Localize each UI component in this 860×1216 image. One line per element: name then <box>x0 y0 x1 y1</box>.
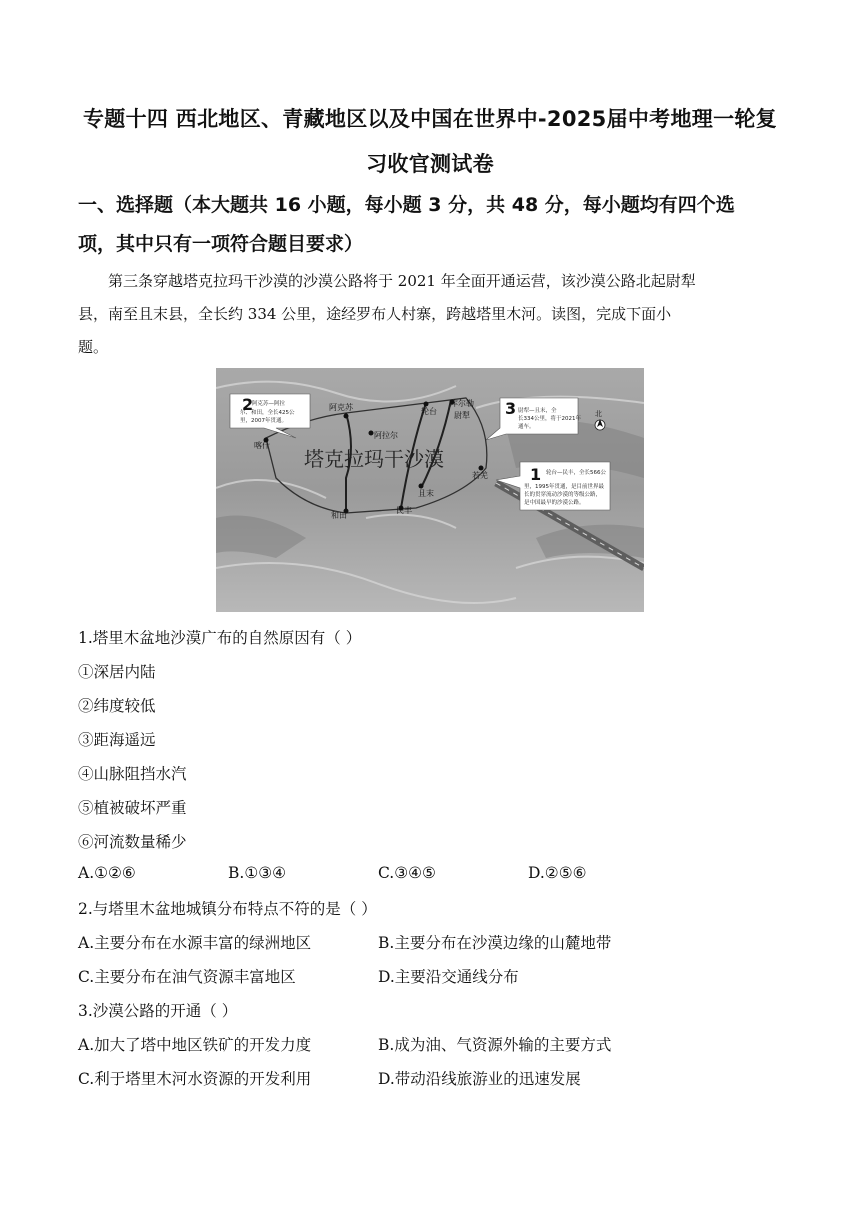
callout-1-text-2: 里，1995年贯通，是目前世界最 <box>524 484 604 490</box>
city-kashi: 喀什 <box>254 441 270 450</box>
city-korla: 库尔勒 <box>450 399 474 408</box>
callout-1-text-3: 长的贯穿流动沙漠的等级公路， <box>524 492 602 498</box>
q3-option-d[interactable]: D.带动沿线旅游业的迅速发展 <box>378 1070 581 1088</box>
callout-1-text-1: 轮台—民丰，全长566公 <box>546 470 606 476</box>
city-akesu: 阿克苏 <box>329 403 353 412</box>
callout-1-number: 1 <box>530 465 542 484</box>
callout-3-number: 3 <box>505 399 517 418</box>
city-minfeng: 民丰 <box>396 506 412 515</box>
desert-label: 塔克拉玛干沙漠 <box>304 447 444 471</box>
callout-2-text-2: 尔、和田，全长425公 <box>240 410 295 416</box>
callout-2-text-1: 阿克苏—阿拉 <box>252 401 286 407</box>
city-alaer: 阿拉尔 <box>374 431 398 440</box>
page-title-line-1: 专题十四 西北地区、青藏地区以及中国在世界中-2025届中考地理一轮复 <box>83 107 777 131</box>
q3-option-a[interactable]: A.加大了塔中地区铁矿的开发力度 <box>78 1036 312 1054</box>
q1-item-6: ⑥河流数量稀少 <box>78 833 187 851</box>
city-ruoqiang: 若羌 <box>472 471 488 480</box>
callout-3-text-2: 长334公里，将于2021年 <box>518 416 581 422</box>
q2-option-b[interactable]: B.主要分布在沙漠边缘的山麓地带 <box>378 934 612 952</box>
q1-item-4: ④山脉阻挡水汽 <box>78 765 187 783</box>
q3-option-b[interactable]: B.成为油、气资源外输的主要方式 <box>378 1036 612 1054</box>
q1-stem: 1.塔里木盆地沙漠广布的自然原因有（ ） <box>78 629 362 647</box>
intro-line-1: 第三条穿越塔克拉玛干沙漠的沙漠公路将于 2021 年全面开通运营，该沙漠公路北起尉犁 <box>108 272 696 290</box>
callout-2-text-3: 里，2007年贯通。 <box>240 418 287 424</box>
q2-option-d[interactable]: D.主要沿交通线分布 <box>378 968 519 986</box>
north-label: 北 <box>595 410 602 418</box>
page-title-line-2: 习收官测试卷 <box>366 152 494 176</box>
q1-item-1: ①深居内陆 <box>78 663 156 681</box>
callout-2-number: 2 <box>242 395 254 414</box>
callout-3-text-1: 尉犁—且末，全 <box>518 408 557 414</box>
q1-item-2: ②纬度较低 <box>78 697 156 715</box>
q1-item-3: ③距海遥远 <box>78 731 156 749</box>
desert-road-map <box>216 368 644 612</box>
intro-line-2: 县，南至且末县，全长约 334 公里，途经罗布人村寨，跨越塔里木河。读图，完成下面小 <box>78 305 672 323</box>
map-svg <box>216 368 644 612</box>
city-qiemo: 且末 <box>418 489 434 498</box>
city-yuli: 尉犁 <box>454 411 470 420</box>
city-hetian: 和田 <box>331 511 347 520</box>
section-heading-line-2: 项，其中只有一项符合题目要求） <box>78 233 364 255</box>
q1-item-5: ⑤植被破坏严重 <box>78 799 187 817</box>
q1-option-d[interactable]: D.②⑤⑥ <box>528 864 587 882</box>
q1-option-b[interactable]: B.①③④ <box>228 864 287 882</box>
q1-option-c[interactable]: C.③④⑤ <box>378 864 436 882</box>
q2-option-c[interactable]: C.主要分布在油气资源丰富地区 <box>78 968 296 986</box>
q1-option-a[interactable]: A.①②⑥ <box>78 864 136 882</box>
q3-option-c[interactable]: C.利于塔里木河水资源的开发利用 <box>78 1070 312 1088</box>
q2-stem: 2.与塔里木盆地城镇分布特点不符的是（ ） <box>78 900 377 918</box>
q3-stem: 3.沙漠公路的开通（ ） <box>78 1002 238 1020</box>
callout-1-text-4: 是中国最早的沙漠公路。 <box>524 500 585 506</box>
callout-3 <box>486 398 581 440</box>
city-luntai: 轮台 <box>421 407 437 416</box>
callout-3-text-3: 通车。 <box>518 424 535 430</box>
q2-option-a[interactable]: A.主要分布在水源丰富的绿洲地区 <box>78 934 312 952</box>
section-heading-line-1: 一、选择题（本大题共 16 小题，每小题 3 分，共 48 分，每小题均有四个选 <box>78 194 735 216</box>
intro-line-3: 题。 <box>78 338 109 356</box>
